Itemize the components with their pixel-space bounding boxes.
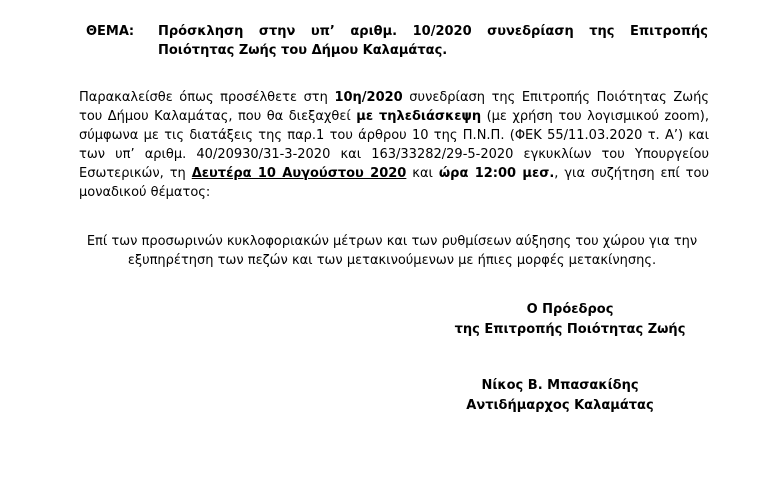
chair-title: Ο Πρόεδρος — [526, 302, 614, 317]
subject-text: Πρόσκληση στην υπ’ αριθμ. 10/2020 συνεδρίαση της Επιτροπής Ποιότητας Ζωής του Δήμου Καλαμάτας. — [158, 24, 708, 58]
signatory-block — [430, 376, 690, 416]
body-text-5: , για συζήτηση επί του μοναδικού θέματος: — [79, 166, 709, 200]
body-text-3: (με χρήση του λογισμικού zoom), σύμφωνα με τις διατάξεις της παρ.1 του άρθρου 10 της Π.Ν.Π. (ΦΕΚ 55/11.03.2020 τ. Α’) και των υπ’ αριθμ. 40/20930/31-3-2020 και 163/33282/29-5-2020 εγκυκλίων του Υπουργείου Εσωτερικών, τη — [79, 109, 709, 181]
invitation-paragraph — [79, 88, 709, 202]
signatory-name: Νίκος Β. Μπασακίδης — [481, 378, 639, 393]
body-text-4: και — [406, 166, 439, 181]
body-text-1: Παρακαλείσθε όπως προσέλθετε στη — [79, 90, 335, 105]
meeting-time: ώρα 12:00 μεσ. — [438, 166, 555, 181]
meeting-number: 10η/2020 — [334, 90, 403, 105]
remote-meeting-note: με τηλεδιάσκεψη — [356, 109, 482, 124]
agenda-topic: Επί των προσωρινών κυκλοφοριακών μέτρων και των ρυθμίσεων αύξησης του χώρου για την εξυπηρέτηση των πεζών και των μετακινούμενων με ήπιες μορφές μετακίνησης. — [86, 234, 698, 268]
subject-label: ΘΕΜΑ: — [86, 24, 135, 39]
body-text-2: συνεδρίαση της Επιτροπής Ποιότητας Ζωής του Δήμου Καλαμάτας, που θα διεξαχθεί — [79, 90, 709, 124]
subject-heading — [86, 22, 708, 60]
meeting-date: Δευτέρα 10 Αυγούστου 2020 — [191, 166, 407, 181]
signatory-position: Αντιδήμαρχος Καλαμάτας — [466, 398, 654, 413]
chair-title-block — [440, 300, 700, 340]
committee-name: της Επιτροπής Ποιότητας Ζωής — [454, 322, 686, 337]
